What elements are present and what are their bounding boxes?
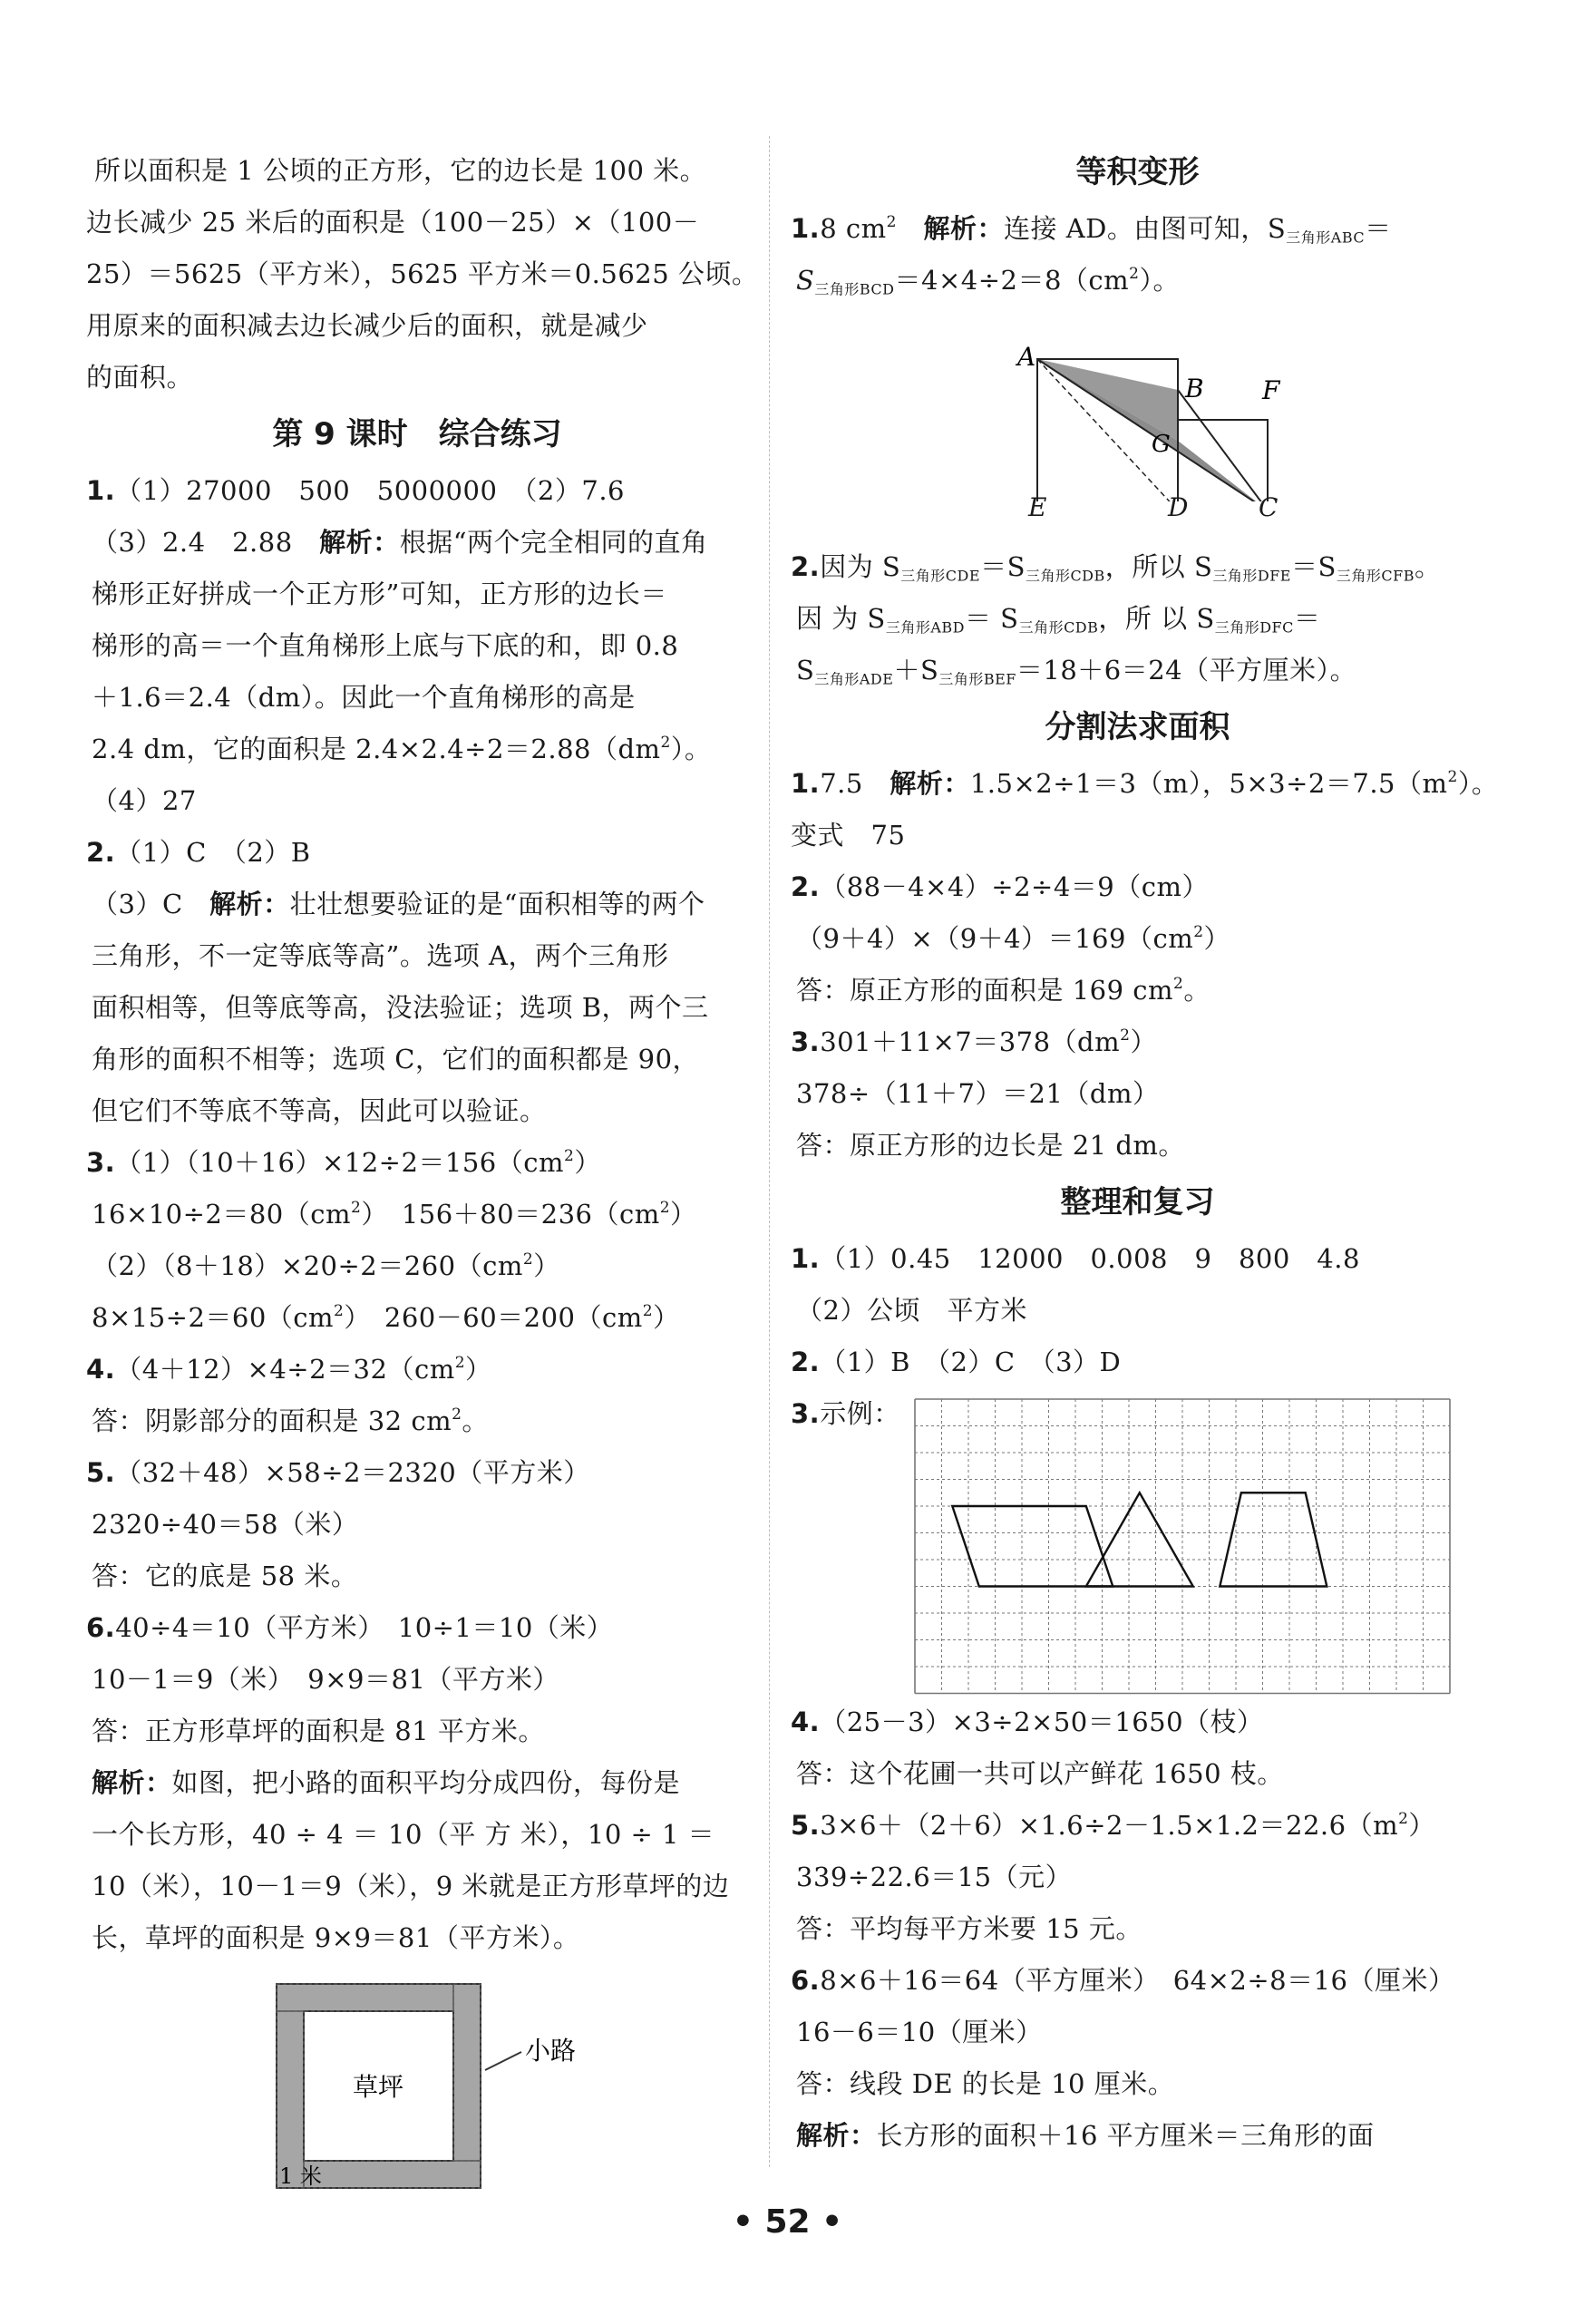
paren: ） <box>344 1302 358 1333</box>
point-label-B: B <box>1185 374 1204 404</box>
answer-line: 8×6＋16＝64（平方厘米） 64×2÷8＝16（厘米） <box>820 1965 1455 1996</box>
analysis-text: 因为 S <box>820 551 901 582</box>
analysis-text: 壮壮想要验证的是“面积相等的两个 <box>289 889 705 919</box>
paren: ） <box>653 1302 680 1333</box>
superscript: 2 <box>454 1354 466 1373</box>
analysis-text: 长方形的面积＋16 平方厘米＝三角形的面 <box>876 2120 1375 2151</box>
superscript: 2 <box>886 213 897 232</box>
paren: ） <box>670 1199 697 1230</box>
subscript: 三角形ADE <box>814 670 894 688</box>
equals: ＝ <box>1365 213 1392 244</box>
subscript: 三角形CDB <box>1025 567 1105 585</box>
point-label-A: A <box>1017 342 1036 372</box>
question-number: 6. <box>791 1965 821 1996</box>
paren: ） <box>1203 923 1231 954</box>
analysis-text: ＝ <box>1293 603 1321 634</box>
analysis-label: 解析： <box>796 2120 877 2151</box>
answer-line: 260－60＝200（cm <box>384 1302 643 1333</box>
symbol: S <box>796 265 815 296</box>
analysis-text: 10（米），10－1＝9（米），9 米就是正方形草坪的边 <box>92 1871 730 1901</box>
answer-line: 339÷22.6＝15（元） <box>796 1862 1073 1892</box>
superscript: 2 <box>1120 1026 1131 1045</box>
superscript: 2 <box>1398 1810 1409 1829</box>
page-number: • 52 • <box>732 2203 843 2241</box>
answer-line: 16－6＝10（厘米） <box>796 2017 1043 2047</box>
question-number: 1. <box>791 768 821 799</box>
answer-line: 答：原正方形的面积是 169 cm <box>796 975 1174 1006</box>
analysis-text: ＝ S <box>964 603 1019 634</box>
answer-line: 3×6＋（2＋6）×1.6÷2－1.5×1.2＝22.6（m <box>820 1810 1399 1841</box>
analysis-text: 如图，把小路的面积平均分成四份，每份是 <box>171 1767 681 1798</box>
superscript: 2 <box>1193 923 1204 942</box>
analysis-text: 面积相等，但等底等高，没法验证；选项 B，两个三 <box>92 992 709 1023</box>
question-number: 1. <box>791 213 821 244</box>
answer-line: 答：线段 DE 的长是 10 厘米。 <box>796 2068 1175 2099</box>
analysis-text: 一个长方形，40 ÷ 4 ＝ 10（平 方 米），10 ÷ 1 ＝ <box>92 1819 715 1850</box>
paren: ） <box>574 1147 601 1178</box>
question-number: 4. <box>791 1707 821 1737</box>
superscript: 2 <box>642 1302 654 1321</box>
superscript: 2 <box>522 1250 534 1269</box>
grid-example-block <box>791 1388 1484 1697</box>
analysis-text: 三角形，不一定等底等高”。选项 A，两个三角形 <box>92 940 669 971</box>
answer-line: （1）27000 500 5000000 （2）7.6 <box>115 475 625 506</box>
answer-line: 答：正方形草坪的面积是 81 平方米。 <box>92 1716 545 1746</box>
subscript: 三角形ABC <box>1286 229 1366 247</box>
intro-line: 用原来的面积减去边长减少后的面积，就是减少 <box>86 310 648 341</box>
question-number: 2. <box>791 871 821 902</box>
question-number: 2. <box>791 551 821 582</box>
answer-line: 示例： <box>820 1398 900 1429</box>
analysis-text: 连接 AD。由图可知，S <box>1003 213 1287 244</box>
variant-line: 变式 75 <box>791 820 906 851</box>
analysis-text: 梯形的高＝一个直角梯形上底与下底的和，即 0.8 <box>92 630 679 661</box>
point-label-C: C <box>1259 492 1278 522</box>
superscript: 2 <box>659 1199 671 1218</box>
analysis-text: 但它们不等底不等高，因此可以验证。 <box>92 1095 547 1126</box>
answer-line: 答：原正方形的边长是 21 dm。 <box>796 1130 1185 1161</box>
subscript: 三角形ABD <box>885 618 965 637</box>
answer-line: （1）（10＋16）×12÷2＝156（cm <box>115 1147 564 1178</box>
trapezoid-shape <box>1220 1493 1327 1586</box>
analysis-text: 2.4 dm，它的面积是 2.4×2.4÷2＝2.88（dm <box>92 734 661 764</box>
subscript: 三角形DFE <box>1212 567 1291 585</box>
analysis-text: ）。 <box>670 734 712 764</box>
analysis-text: ）。 <box>1457 768 1499 799</box>
analysis-label: 解析： <box>92 1767 172 1798</box>
paren: ） <box>533 1250 560 1281</box>
geometry-figure <box>791 306 1484 501</box>
right-column <box>791 145 1499 2162</box>
superscript: 2 <box>351 1199 362 1218</box>
analysis-text: 角形的面积不相等；选项 C，它们的面积都是 90， <box>92 1044 700 1074</box>
answer-line: 。 <box>1183 975 1210 1006</box>
question-number: 6. <box>86 1612 116 1643</box>
point-label-D: D <box>1168 492 1189 522</box>
left-column <box>86 145 759 2209</box>
answer-line: （1）C （2）B <box>115 837 311 868</box>
analysis-text: ＝S <box>980 551 1026 582</box>
answer-line: （4＋12）×4÷2＝32（cm <box>115 1354 455 1385</box>
question-number: 5. <box>86 1457 116 1488</box>
answer-line: 答：平均每平方米要 15 元。 <box>796 1913 1142 1944</box>
analysis-label: 解析： <box>319 527 400 558</box>
answer-line: 40÷4＝10（平方米） 10÷1＝10（米） <box>115 1612 614 1643</box>
subscript: 三角形DFC <box>1214 618 1294 637</box>
answer-line: 10－1＝9（米） 9×9＝81（平方米） <box>92 1664 559 1695</box>
answer-line: 答：它的底是 58 米。 <box>92 1561 358 1591</box>
answer-line: （2）（8＋18）×20÷2＝260（cm <box>92 1250 523 1281</box>
answer-line: 156＋80＝236（cm <box>401 1199 660 1230</box>
question-number: 3. <box>791 1398 821 1429</box>
analysis-text: ＝18＋6＝24（平方厘米）。 <box>1016 655 1357 686</box>
superscript: 2 <box>1447 768 1458 787</box>
question-number: 4. <box>86 1354 116 1385</box>
answer-line: 2320÷40＝58（米） <box>92 1509 359 1540</box>
answer-line: 378÷（11＋7）＝21（dm） <box>796 1078 1160 1109</box>
analysis-text: S <box>796 655 815 686</box>
answer-line: （25－3）×3÷2×50＝1650（枝） <box>820 1707 1264 1737</box>
superscript: 2 <box>334 1302 345 1321</box>
analysis-label: 解析： <box>923 213 1004 244</box>
question-number: 1. <box>86 475 116 506</box>
analysis-text: 。 <box>1414 551 1442 582</box>
answer-value: 7.5 <box>820 768 863 799</box>
lawn-label: 草坪 <box>352 2072 404 2102</box>
answer-line: 16×10÷2＝80（cm <box>92 1199 351 1230</box>
triangle-shape <box>1086 1493 1193 1586</box>
grid-figure <box>911 1395 1473 1695</box>
section-title-lesson9: 第 9 课时 综合练习 <box>272 416 562 452</box>
line-BC <box>1178 390 1268 501</box>
analysis-text: ，所以 S <box>1104 551 1213 582</box>
paren: ） <box>1408 1810 1435 1841</box>
answer-value: 8 cm <box>820 213 887 244</box>
question-number: 1. <box>791 1243 821 1274</box>
intro-line: 所以面积是 1 公顷的正方形，它的边长是 100 米。 <box>94 155 707 186</box>
answer-line: （32＋48）×58÷2＝2320（平方米） <box>115 1457 590 1488</box>
lawn-path-figure <box>86 1964 748 2209</box>
answer-line: （88－4×4）÷2÷4＝9（cm） <box>820 871 1209 902</box>
analysis-text: ＋1.6＝2.4（dm）。因此一个直角梯形的高是 <box>92 682 636 713</box>
answer-line: （1）0.45 12000 0.008 9 800 4.8 <box>820 1243 1360 1274</box>
column-divider <box>769 136 770 2167</box>
subscript: 三角形CDB <box>1018 618 1099 637</box>
answer-line: 。 <box>462 1405 489 1436</box>
analysis-label: 解析： <box>209 889 290 919</box>
analysis-text: ＝S <box>1291 551 1337 582</box>
paren: ） <box>465 1354 492 1385</box>
subscript: 三角形CDE <box>900 567 981 585</box>
point-label-G: G <box>1152 431 1171 458</box>
answer-line: 答：阴影部分的面积是 32 cm <box>92 1405 452 1436</box>
subscript: 三角形BCD <box>814 280 895 298</box>
answer-line: 301＋11×7＝378（dm <box>820 1026 1121 1057</box>
analysis-text: ）。 <box>1139 265 1181 296</box>
point-label-E: E <box>1028 492 1047 522</box>
question-number: 5. <box>791 1810 821 1841</box>
superscript: 2 <box>1129 265 1140 284</box>
answer-line: （1）B （2）C （3）D <box>820 1347 1122 1377</box>
answer-line: （2）公顷 平方米 <box>796 1295 1027 1326</box>
analysis-text: ＝4×4÷2＝8（cm <box>894 265 1130 296</box>
analysis-label: 解析： <box>890 768 970 799</box>
answer-line: 8×15÷2＝60（cm <box>92 1302 335 1333</box>
answer-line: （4）27 <box>92 785 197 816</box>
superscript: 2 <box>1173 975 1184 994</box>
superscript: 2 <box>660 734 671 753</box>
superscript: 2 <box>452 1405 462 1425</box>
analysis-text: 梯形正好拼成一个正方形”可知，正方形的边长＝ <box>92 579 667 609</box>
section-title-split-area: 分割法求面积 <box>1045 709 1230 745</box>
analysis-text: 因 为 S <box>796 603 886 634</box>
path-label: 小路 <box>525 2036 577 2066</box>
parallelogram-shape <box>952 1506 1113 1587</box>
section-title-review: 整理和复习 <box>1060 1184 1215 1220</box>
analysis-text: ，所 以 S <box>1098 603 1215 634</box>
question-number: 3. <box>86 1147 116 1178</box>
question-number: 2. <box>791 1347 821 1377</box>
paren: ） <box>1130 1026 1157 1057</box>
subscript: 三角形BEF <box>938 670 1016 688</box>
superscript: 2 <box>564 1147 575 1166</box>
question-number: 2. <box>86 837 116 868</box>
analysis-text: ＋S <box>893 655 939 686</box>
paren: ） <box>361 1199 375 1230</box>
intro-line: 25）＝5625（平方米），5625 平方米＝0.5625 公顷。 <box>86 258 759 289</box>
section-title-equal-area: 等积变形 <box>1075 154 1200 190</box>
point-label-F: F <box>1262 375 1280 405</box>
answer-line: （9＋4）×（9＋4）＝169（cm <box>796 923 1194 954</box>
intro-line: 的面积。 <box>86 362 194 393</box>
analysis-text: 长，草坪的面积是 9×9＝81（平方米）。 <box>92 1922 580 1953</box>
question-number: 3. <box>791 1026 821 1057</box>
subscript: 三角形CFB <box>1336 567 1415 585</box>
path-leader-line <box>485 2052 521 2070</box>
width-label: 1 米 <box>279 2164 322 2189</box>
answer-line: （3）2.4 2.88 <box>92 527 293 558</box>
answer-line: （3）C <box>92 889 183 919</box>
answer-line: 答：这个花圃一共可以产鲜花 1650 枝。 <box>796 1758 1284 1789</box>
analysis-text: 根据“两个完全相同的直角 <box>399 527 708 558</box>
analysis-text: 1.5×2÷1＝3（m），5×3÷2＝7.5（m <box>969 768 1448 799</box>
intro-line: 边长减少 25 米后的面积是（100－25）×（100－ <box>86 207 700 238</box>
